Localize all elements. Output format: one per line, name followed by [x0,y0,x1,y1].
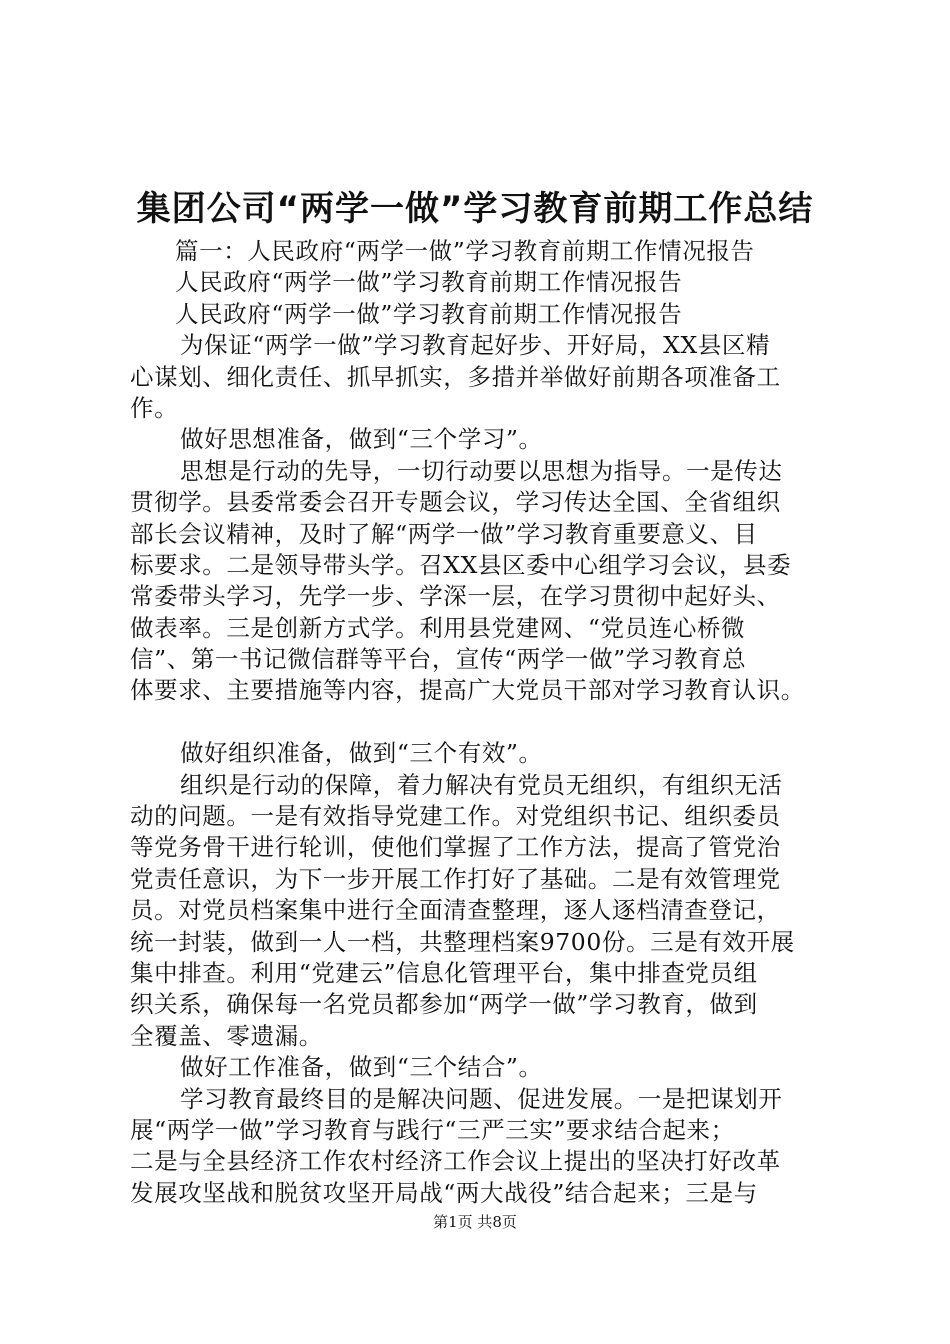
document-body [130,236,830,1209]
text-line: 等党务骨干进行轮训，使他们掌握了工作方法，提高了管党治 [130,833,781,862]
text-line: 织关系，确保每一名党员都参加“两学一做”学习教育，做到 [130,990,758,1019]
text-line: 学习教育最终目的是解决问题、促进发展。一是把谋划开 [180,1084,783,1113]
text-line: 做表率。三是创新方式学。利用县党建网、“党员连心桥微 [130,613,746,642]
section-heading: 做好工作准备，做到“三个结合”。 [180,1053,543,1082]
text-line: 思想是行动的先导，一切行动要以思想为指导。一是传达 [180,456,783,485]
text-line: 组织是行动的保障，着力解决有党员无组织，有组织无活 [180,770,783,799]
text-line: 发展攻坚战和脱贫攻坚开局战“两大战役”结合起来；三是与 [130,1178,758,1207]
text-line: 心谋划、细化责任、抓早抓实，多措并举做好前期各项准备工 [130,362,781,391]
text-line: 标要求。二是领导带头学。召XX县区委中心组学习会议，县委 [130,550,792,579]
text-line: 作。 [130,393,179,422]
text-line: 展“两学一做”学习教育与践行“三严三实”要求结合起来； [130,1115,735,1144]
text-line: 体要求、主要措施等内容，提高广大党员干部对学习教育认识。 [130,676,805,705]
text-line: 信”、第一书记微信群等平台，宣传“两学一做”学习教育总 [130,645,747,674]
text-line: 常委带头学习，先学一步、学深一层，在学习贯彻中起好头、 [130,582,781,611]
page-number-footer: 第1页 共8页 [433,1213,517,1231]
text-line: 集中排查。利用“党建云”信息化管理平台，集中排查党员组 [130,958,758,987]
text-line: 人民政府“两学一做”学习教育前期工作情况报告 [175,299,683,328]
paragraph-gap [130,707,830,738]
text-line: 贯彻学。县委常委会召开专题会议，学习传达全国、全省组织 [130,488,781,517]
section-heading: 做好思想准备，做到“三个学习”。 [180,425,543,454]
text-line: 人民政府“两学一做”学习教育前期工作情况报告 [175,268,683,297]
document-title: 集团公司“两学一做”学习教育前期工作总结 [136,189,814,229]
text-line: 二是与全县经济工作农村经济工作会议上提出的坚决打好改革 [130,1147,781,1176]
text-line: 员。对党员档案集中进行全面清查整理，逐人逐档清查登记， [130,896,781,925]
text-line: 全覆盖、零遗漏。 [130,1021,323,1050]
section-heading: 做好组织准备，做到“三个有效”。 [180,739,543,768]
text-line: 部长会议精神，及时了解“两学一做”学习教育重要意义、目 [130,519,758,548]
text-line: 统一封装，做到一人一档，共整理档案9700份。三是有效开展 [130,927,795,956]
text-line: 党责任意识，为下一步开展工作打好了基础。二是有效管理党 [130,864,781,893]
text-line: 为保证“两学一做”学习教育起好步、开好局，XX县区精 [180,331,771,360]
text-line: 篇一：人民政府“两学一做”学习教育前期工作情况报告 [175,237,755,265]
text-line: 动的问题。一是有效指导党建工作。对党组织书记、组织委员 [130,802,781,831]
